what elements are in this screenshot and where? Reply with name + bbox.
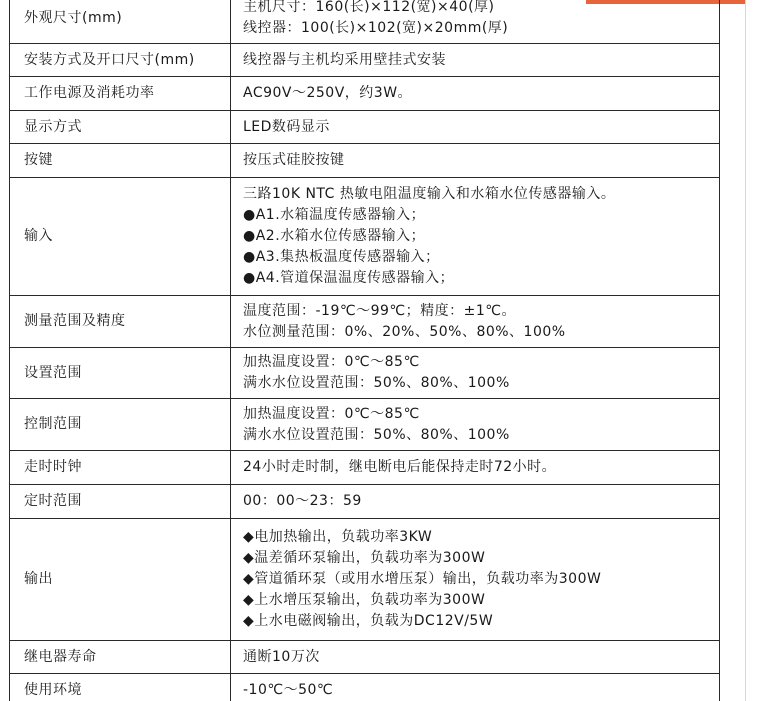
spec-label-text: 外观尺寸(mm): [24, 9, 123, 26]
spec-row-output: [10, 519, 720, 641]
spec-label-text: 走时时钟: [24, 459, 82, 475]
spec-value-line: 通断10万次: [243, 648, 320, 665]
spec-value-line: 满水水位设置范围：50%、80%、100%: [243, 375, 510, 391]
spec-label: [10, 348, 231, 399]
spec-value-line: ●A3.集热板温度传感器输入；: [243, 249, 440, 265]
page-edge-divider: [745, 0, 746, 701]
spec-row-setting-range: [10, 348, 720, 399]
spec-row-clock: [10, 451, 720, 485]
spec-value-line: 线控器与主机均采用壁挂式安装: [243, 51, 446, 68]
spec-value-line: ◆电加热输出，负载功率3KW: [243, 529, 433, 545]
spec-value-line: 线控器：100(长)×102(宽)×20mm(厚): [243, 20, 509, 36]
spec-value: [231, 111, 720, 144]
spec-value: [231, 519, 720, 641]
spec-row-relay-life: [10, 641, 720, 674]
spec-row-installation: [10, 44, 720, 77]
spec-label-text: 定时范围: [24, 493, 82, 509]
spec-table: [9, 0, 720, 701]
spec-label-text: 继电器寿命: [24, 648, 97, 665]
spec-value-line: 按压式硅胶按键: [243, 152, 345, 168]
spec-value-line: 24小时走时制，继电断电后能保持走时72小时。: [243, 459, 557, 475]
spec-label: [10, 0, 231, 44]
spec-row-input: [10, 178, 720, 296]
spec-label-text: 使用环境: [24, 681, 82, 698]
spec-row-timer-range: [10, 485, 720, 519]
spec-value-line: 三路10K NTC 热敏电阻温度输入和水箱水位传感器输入。: [243, 186, 616, 202]
spec-value: [231, 44, 720, 77]
spec-value: [231, 399, 720, 451]
spec-label-text: 安装方式及开口尺寸(mm): [24, 51, 195, 68]
spec-label: [10, 674, 231, 701]
spec-label: [10, 399, 231, 451]
spec-value-line: ◆上水电磁阀输出，负载为DC12V/5W: [243, 613, 494, 629]
spec-value-line: ◆管道循环泵（或用水增压泵）输出，负载功率为300W: [243, 571, 602, 587]
spec-label: [10, 178, 231, 296]
spec-value: [231, 451, 720, 485]
spec-value-line: 主机尺寸：160(长)×112(宽)×40(厚): [243, 0, 495, 15]
spec-label: [10, 144, 231, 178]
spec-label: [10, 111, 231, 144]
spec-label: [10, 451, 231, 485]
spec-value-line: AC90V～250V，约3W。: [243, 85, 413, 101]
spec-value-line: 水位测量范围：0%、20%、50%、80%、100%: [243, 323, 566, 340]
spec-label-text: 显示方式: [24, 118, 82, 135]
spec-label-text: 设置范围: [24, 364, 82, 381]
spec-value-line: 00：00～23：59: [243, 493, 362, 509]
spec-value-line: 加热温度设置：0℃～85℃: [243, 354, 420, 370]
spec-value-line: ●A2.水箱水位传感器输入；: [243, 228, 426, 244]
spec-row-power: [10, 77, 720, 111]
spec-label-text: 工作电源及消耗功率: [24, 85, 155, 101]
spec-value-line: ●A4.管道保温温度传感器输入；: [243, 270, 455, 286]
spec-value: [231, 348, 720, 399]
spec-value: [231, 77, 720, 111]
spec-value-line: -10℃～50℃: [243, 681, 334, 698]
spec-value: [231, 674, 720, 701]
spec-value: [231, 485, 720, 519]
spec-value-line: LED数码显示: [243, 118, 330, 135]
spec-label-text: 输出: [24, 571, 53, 587]
spec-label: [10, 519, 231, 641]
spec-label-text: 按键: [24, 152, 53, 168]
spec-row-keys: [10, 144, 720, 178]
spec-label-text: 控制范围: [24, 416, 82, 432]
spec-value-line: ◆温差循环泵输出，负载功率为300W: [243, 550, 486, 566]
spec-value-line: 满水水位设置范围：50%、80%、100%: [243, 426, 510, 443]
spec-row-dimensions: [10, 0, 720, 44]
spec-value-line: ◆上水增压泵输出，负载功率为300W: [243, 592, 486, 608]
spec-label-text: 测量范围及精度: [24, 313, 126, 329]
spec-row-environment: [10, 674, 720, 701]
spec-value: [231, 144, 720, 178]
spec-value: [231, 0, 720, 44]
spec-row-control-range: [10, 399, 720, 451]
spec-value: [231, 296, 720, 348]
spec-label: [10, 485, 231, 519]
spec-row-display: [10, 111, 720, 144]
spec-label: [10, 77, 231, 111]
spec-value: [231, 641, 720, 674]
spec-label: [10, 641, 231, 674]
spec-value-line: ●A1.水箱温度传感器输入；: [243, 207, 426, 223]
spec-value-line: 加热温度设置：0℃～85℃: [243, 405, 420, 422]
spec-value: [231, 178, 720, 296]
spec-label: [10, 296, 231, 348]
spec-row-measurement: [10, 296, 720, 348]
spec-label: [10, 44, 231, 77]
spec-label-text: 输入: [24, 228, 53, 244]
spec-value-line: 温度范围：-19℃～99℃；精度：±1℃。: [243, 302, 516, 319]
